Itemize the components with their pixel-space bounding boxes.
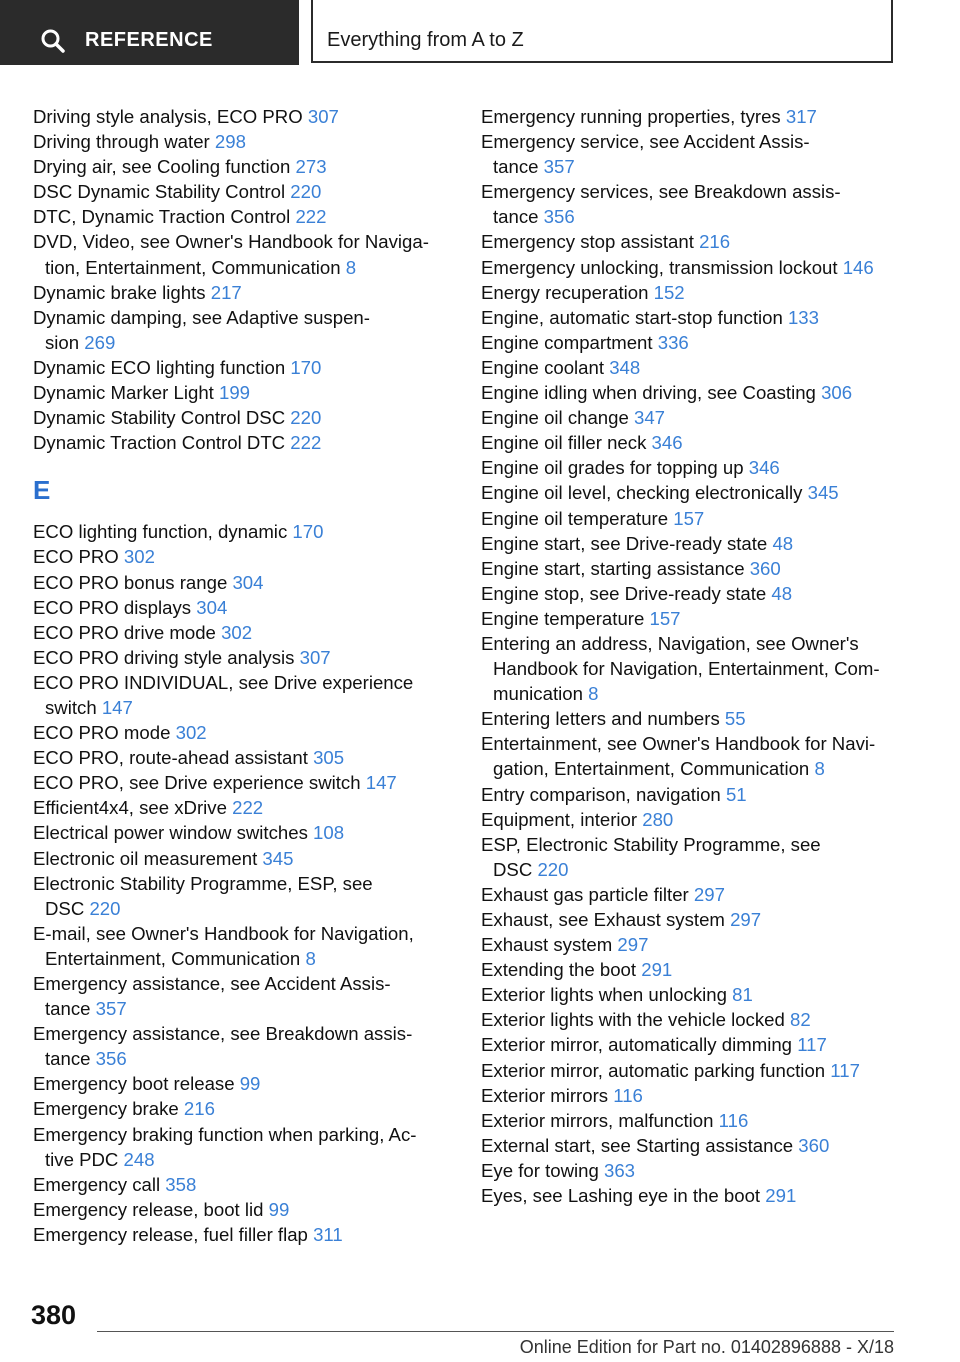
page-link[interactable]: 147: [365, 772, 397, 794]
chapter-title: Everything from A to Z: [327, 29, 524, 51]
entry-text: Emergency boot release: [33, 1073, 240, 1095]
index-entry: [33, 670, 443, 720]
edition-note: Online Edition for Part no. 01402896888 - X/18: [519, 1337, 894, 1357]
index-entry: [33, 645, 443, 670]
page-link[interactable]: 345: [807, 482, 839, 504]
page-link[interactable]: 147: [101, 696, 133, 718]
index-entry: [481, 405, 901, 430]
page-link[interactable]: 217: [210, 281, 242, 303]
entry-text: munication: [493, 683, 589, 705]
entry-text: Handbook for Navigation, Entertainment, Com-: [493, 658, 880, 680]
entry-text: ECO PRO INDIVIDUAL, see Drive experience: [33, 671, 414, 693]
index-group-e-continued: [481, 104, 901, 1208]
index-entry: [33, 620, 443, 645]
entry-text: tance: [493, 206, 544, 228]
index-group-d: [33, 104, 443, 455]
index-entry: [481, 480, 901, 505]
page-link[interactable]: 306: [821, 382, 853, 404]
page-link[interactable]: 360: [749, 557, 781, 579]
index-entry: [481, 455, 901, 480]
entry-text: sion: [45, 331, 85, 353]
index-entry: [33, 519, 443, 544]
page-link[interactable]: 307: [299, 646, 331, 668]
page-link[interactable]: 51: [725, 783, 747, 805]
page-link[interactable]: 8: [345, 256, 357, 278]
index-entry: [33, 1172, 443, 1197]
page-link[interactable]: 305: [313, 747, 345, 769]
index-entry: [33, 595, 443, 620]
page-link[interactable]: 291: [765, 1185, 797, 1207]
entry-text: Engine oil level, checking electronically: [481, 482, 808, 504]
entry-text: Exterior lights with the vehicle locked: [481, 1009, 791, 1031]
entry-text: tance: [45, 998, 96, 1020]
page-link[interactable]: 133: [787, 306, 819, 328]
page-link[interactable]: 356: [543, 206, 575, 228]
index-entry: [481, 807, 901, 832]
entry-text: Emergency service, see Accident Assis-: [481, 131, 810, 153]
entry-text: Engine temperature: [481, 607, 650, 629]
index-entry: [33, 204, 443, 229]
page-link[interactable]: 347: [634, 407, 666, 429]
entry-text: Exhaust system: [481, 934, 618, 956]
index-entry: [481, 506, 901, 531]
entry-text: Emergency assistance, see Accident Assis-: [33, 973, 391, 994]
entry-text: Eyes, see Lashing eye in the boot: [481, 1185, 766, 1207]
entry-text: External start, see Starting assistance: [481, 1134, 799, 1156]
page-link[interactable]: 302: [123, 546, 155, 568]
page-link[interactable]: 99: [268, 1198, 290, 1220]
index-entry: [481, 832, 901, 882]
index-entry: [33, 1222, 443, 1247]
index-entry: [481, 1032, 901, 1057]
entry-text: DSC Dynamic Stability Control: [33, 181, 291, 203]
index-entry: [481, 305, 901, 330]
index-entry: [33, 820, 443, 845]
index-column-left: [33, 104, 443, 1247]
page-link[interactable]: 269: [84, 331, 116, 353]
page-link[interactable]: 357: [543, 156, 575, 178]
page-link[interactable]: 345: [262, 847, 294, 869]
index-group-e: [33, 519, 443, 1247]
index-entry: [33, 154, 443, 179]
index-entry: [481, 882, 901, 907]
page-link[interactable]: 363: [603, 1159, 636, 1181]
index-entry: [481, 255, 901, 280]
page-link[interactable]: 298: [214, 131, 246, 153]
index-entry: [33, 129, 443, 154]
index-entry: [33, 745, 443, 770]
page-link[interactable]: 317: [785, 106, 817, 127]
index-entry: [481, 1133, 901, 1158]
index-entry: [481, 1183, 901, 1208]
index-entry: [33, 770, 443, 795]
page-link[interactable]: 307: [307, 106, 339, 127]
index-entry: [481, 1108, 901, 1133]
page-link[interactable]: 297: [730, 909, 762, 930]
entry-text: Emergency running properties, tyres: [481, 106, 786, 127]
entry-text: DTC, Dynamic Traction Control: [33, 206, 296, 228]
entry-text: Driving style analysis, ECO PRO: [33, 106, 308, 127]
entry-text: DSC: [493, 858, 538, 880]
entry-text: Driving through water: [33, 131, 215, 153]
entry-text: ECO lighting function, dynamic: [33, 521, 293, 543]
page-link[interactable]: 199: [219, 382, 251, 404]
page-link[interactable]: 311: [313, 1223, 343, 1245]
entry-text: Emergency call: [33, 1173, 166, 1195]
entry-text: Engine start, see Drive-ready state: [481, 532, 773, 554]
page-link[interactable]: 357: [95, 998, 127, 1020]
entry-text: Entering letters and numbers: [481, 708, 725, 730]
index-entry: [481, 104, 901, 129]
entry-text: Engine compartment: [481, 331, 658, 353]
page-link[interactable]: 302: [175, 722, 207, 744]
entry-text: Engine oil temperature: [481, 507, 674, 529]
index-entry: [481, 631, 901, 706]
entry-text: Dynamic brake lights: [33, 281, 211, 303]
index-entry: [33, 1021, 443, 1071]
index-entry: [481, 380, 901, 405]
index-entry: [481, 430, 901, 455]
entry-text: gation, Entertainment, Communication: [493, 758, 815, 780]
entry-text: tive PDC: [45, 1148, 124, 1170]
index-entry: [481, 1158, 901, 1183]
entry-text: ECO PRO: [33, 546, 124, 568]
entry-text: Exterior mirror, automatically dimming: [481, 1034, 798, 1056]
entry-text: Engine stop, see Drive-ready state: [481, 582, 772, 604]
entry-text: Emergency release, fuel filler flap: [33, 1223, 314, 1245]
page-link[interactable]: 297: [693, 883, 725, 905]
index-entry: [481, 531, 901, 556]
index-entry: [481, 957, 901, 982]
page-link[interactable]: 216: [699, 231, 731, 253]
index-entry: [33, 1096, 443, 1121]
index-entry: [33, 1071, 443, 1096]
page-link[interactable]: 297: [617, 934, 649, 956]
entry-text: Engine, automatic start-stop function: [481, 306, 788, 328]
index-entry: [33, 871, 443, 921]
page-link[interactable]: 348: [609, 356, 641, 378]
page-link[interactable]: 48: [772, 532, 794, 554]
entry-text: Exterior mirror, automatic parking function: [481, 1059, 831, 1081]
page-link[interactable]: 152: [653, 281, 685, 303]
page-link[interactable]: 346: [748, 457, 780, 479]
page-link[interactable]: 220: [290, 181, 322, 203]
entry-text: Entering an address, Navigation, see Owner's: [481, 632, 859, 654]
entry-text: Electrical power window switches: [33, 822, 314, 844]
index-entry: [33, 1122, 443, 1172]
entry-text: Emergency brake: [33, 1098, 184, 1120]
index-entry: [33, 104, 443, 129]
page-link[interactable]: 146: [842, 256, 874, 278]
entry-text: Electronic Stability Programme, ESP, see: [33, 872, 373, 894]
entry-text: Entertainment, Communication: [45, 947, 306, 969]
entry-text: tion, Entertainment, Communication: [45, 256, 346, 278]
entry-text: Dynamic damping, see Adaptive suspen-: [33, 306, 370, 328]
entry-text: Engine idling when driving, see Coasting: [481, 382, 822, 404]
index-entry: [33, 544, 443, 569]
entry-text: ECO PRO mode: [33, 722, 176, 744]
index-entry: [481, 179, 901, 229]
entry-text: Electronic oil measurement: [33, 847, 263, 869]
entry-text: ECO PRO bonus range: [33, 571, 233, 593]
entry-text: Efficient4x4, see xDrive: [33, 797, 233, 819]
index-entry: [33, 229, 443, 279]
index-entry: [33, 380, 443, 405]
page-link[interactable]: 48: [771, 582, 793, 604]
index-entry: [481, 556, 901, 581]
page-link[interactable]: 157: [673, 507, 705, 529]
index-entry: [33, 305, 443, 355]
index-entry: [33, 971, 443, 1021]
index-entry: [481, 1083, 901, 1108]
entry-text: Engine start, starting assistance: [481, 557, 750, 579]
page-link[interactable]: 280: [642, 808, 674, 830]
entry-text: Entertainment, see Owner's Handbook for Navi-: [481, 733, 876, 755]
index-entry: [33, 720, 443, 745]
page-link[interactable]: 360: [798, 1134, 830, 1156]
entry-text: Emergency stop assistant: [481, 231, 700, 253]
entry-text: Engine oil change: [481, 407, 634, 429]
page-link[interactable]: 222: [232, 797, 264, 819]
page-link[interactable]: 336: [657, 331, 689, 353]
entry-text: Equipment, interior: [481, 808, 643, 830]
index-entry: [481, 355, 901, 380]
page-link[interactable]: 216: [183, 1098, 215, 1120]
entry-text: Engine oil filler neck: [481, 432, 652, 454]
entry-text: Exhaust, see Exhaust system: [481, 909, 731, 930]
index-entry: [33, 280, 443, 305]
entry-text: Emergency braking function when parking, Ac-: [33, 1123, 417, 1145]
entry-text: ECO PRO drive mode: [33, 621, 222, 643]
entry-text: Emergency services, see Breakdown assis-: [481, 181, 841, 203]
page-link[interactable]: 170: [290, 356, 322, 378]
page-number: 380: [31, 1300, 77, 1330]
entry-text: Exhaust gas particle filter: [481, 883, 694, 905]
page-link[interactable]: 157: [649, 607, 681, 629]
footer-divider: [97, 1331, 894, 1332]
section-label: REFERENCE: [85, 29, 213, 51]
page-link[interactable]: 81: [732, 984, 753, 1006]
page-link[interactable]: 220: [290, 407, 322, 429]
page-link[interactable]: 222: [290, 432, 322, 454]
entry-text: DSC: [45, 897, 90, 919]
entry-text: Dynamic Marker Light: [33, 382, 219, 404]
entry-text: Emergency unlocking, transmission lockout: [481, 256, 843, 278]
page-link[interactable]: 304: [196, 596, 228, 618]
page-link[interactable]: 8: [588, 683, 599, 705]
page-link[interactable]: 117: [830, 1059, 860, 1081]
page-link[interactable]: 220: [89, 897, 121, 919]
entry-text: Energy recuperation: [481, 281, 654, 303]
entry-text: tance: [493, 156, 544, 178]
search-icon: [40, 28, 66, 54]
page-link[interactable]: 346: [651, 432, 683, 454]
page-link[interactable]: 291: [641, 959, 673, 981]
index-entry: [33, 570, 443, 595]
page-link[interactable]: 99: [239, 1073, 261, 1095]
section-letter: E: [33, 475, 51, 506]
page-link[interactable]: 55: [724, 708, 746, 730]
page-link[interactable]: 170: [292, 521, 324, 543]
index-entry: [481, 782, 901, 807]
index-entry: [481, 1007, 901, 1032]
page-link[interactable]: 117: [797, 1034, 827, 1056]
page-link[interactable]: 273: [295, 156, 327, 178]
index-entry: [33, 921, 443, 971]
index-entry: [33, 405, 443, 430]
page-link[interactable]: 302: [221, 621, 253, 643]
index-entry: [481, 129, 901, 179]
index-entry: [481, 581, 901, 606]
index-entry: [33, 1197, 443, 1222]
page-link[interactable]: 222: [295, 206, 327, 228]
index-entry: [481, 706, 901, 731]
index-entry: [481, 932, 901, 957]
index-entry: [33, 430, 443, 455]
entry-text: Dynamic Traction Control DTC: [33, 432, 291, 454]
index-entry: [481, 330, 901, 355]
entry-text: DVD, Video, see Owner's Handbook for Naviga-: [33, 231, 429, 253]
page-link[interactable]: 108: [313, 822, 345, 844]
entry-text: ECO PRO, see Drive experience switch: [33, 772, 366, 794]
entry-text: Engine oil grades for topping up: [481, 457, 749, 479]
page-link[interactable]: 8: [305, 947, 316, 969]
entry-text: ECO PRO displays: [33, 596, 197, 618]
entry-text: Exterior mirrors: [481, 1084, 614, 1106]
entry-text: Exterior lights when unlocking: [481, 984, 733, 1006]
entry-text: Drying air, see Cooling function: [33, 156, 296, 178]
index-column-right: [481, 104, 901, 1208]
page-link[interactable]: 116: [613, 1084, 643, 1106]
entry-text: E-mail, see Owner's Handbook for Navigation,: [33, 922, 414, 944]
entry-text: tance: [45, 1048, 96, 1070]
entry-text: ECO PRO driving style analysis: [33, 646, 300, 668]
index-entry: [33, 795, 443, 820]
entry-text: Emergency release, boot lid: [33, 1198, 269, 1220]
section-tab[interactable]: [0, 0, 299, 65]
index-entry: [481, 982, 901, 1007]
page-link[interactable]: 220: [537, 858, 569, 880]
page-link[interactable]: 356: [95, 1048, 127, 1070]
entry-text: switch: [45, 696, 102, 718]
entry-text: Dynamic ECO lighting function: [33, 356, 291, 378]
chapter-header: [311, 0, 893, 63]
page-link[interactable]: 8: [814, 758, 825, 780]
index-entry: [481, 907, 901, 932]
index-entry: [481, 280, 901, 305]
index-entry: [481, 229, 901, 254]
entry-text: Entry comparison, navigation: [481, 783, 726, 805]
page-link[interactable]: 116: [718, 1109, 749, 1131]
index-entry: [33, 355, 443, 380]
page-link[interactable]: 358: [165, 1173, 197, 1195]
page-link[interactable]: 248: [123, 1148, 155, 1170]
index-entry: [33, 846, 443, 871]
page-link[interactable]: 304: [232, 571, 264, 593]
page-link[interactable]: 82: [790, 1009, 811, 1031]
index-entry: [481, 1058, 901, 1083]
entry-text: Emergency assistance, see Breakdown assis-: [33, 1023, 413, 1045]
index-entry: [481, 731, 901, 781]
entry-text: Dynamic Stability Control DSC: [33, 407, 291, 429]
index-entry: [481, 606, 901, 631]
entry-text: ESP, Electronic Stability Programme, see: [481, 833, 821, 855]
entry-text: Extending the boot: [481, 959, 642, 981]
entry-text: Engine coolant: [481, 356, 610, 378]
entry-text: Exterior mirrors, malfunction: [481, 1109, 719, 1131]
index-entry: [33, 179, 443, 204]
entry-text: Eye for towing: [481, 1159, 604, 1181]
entry-text: ECO PRO, route-ahead assistant: [33, 747, 314, 769]
